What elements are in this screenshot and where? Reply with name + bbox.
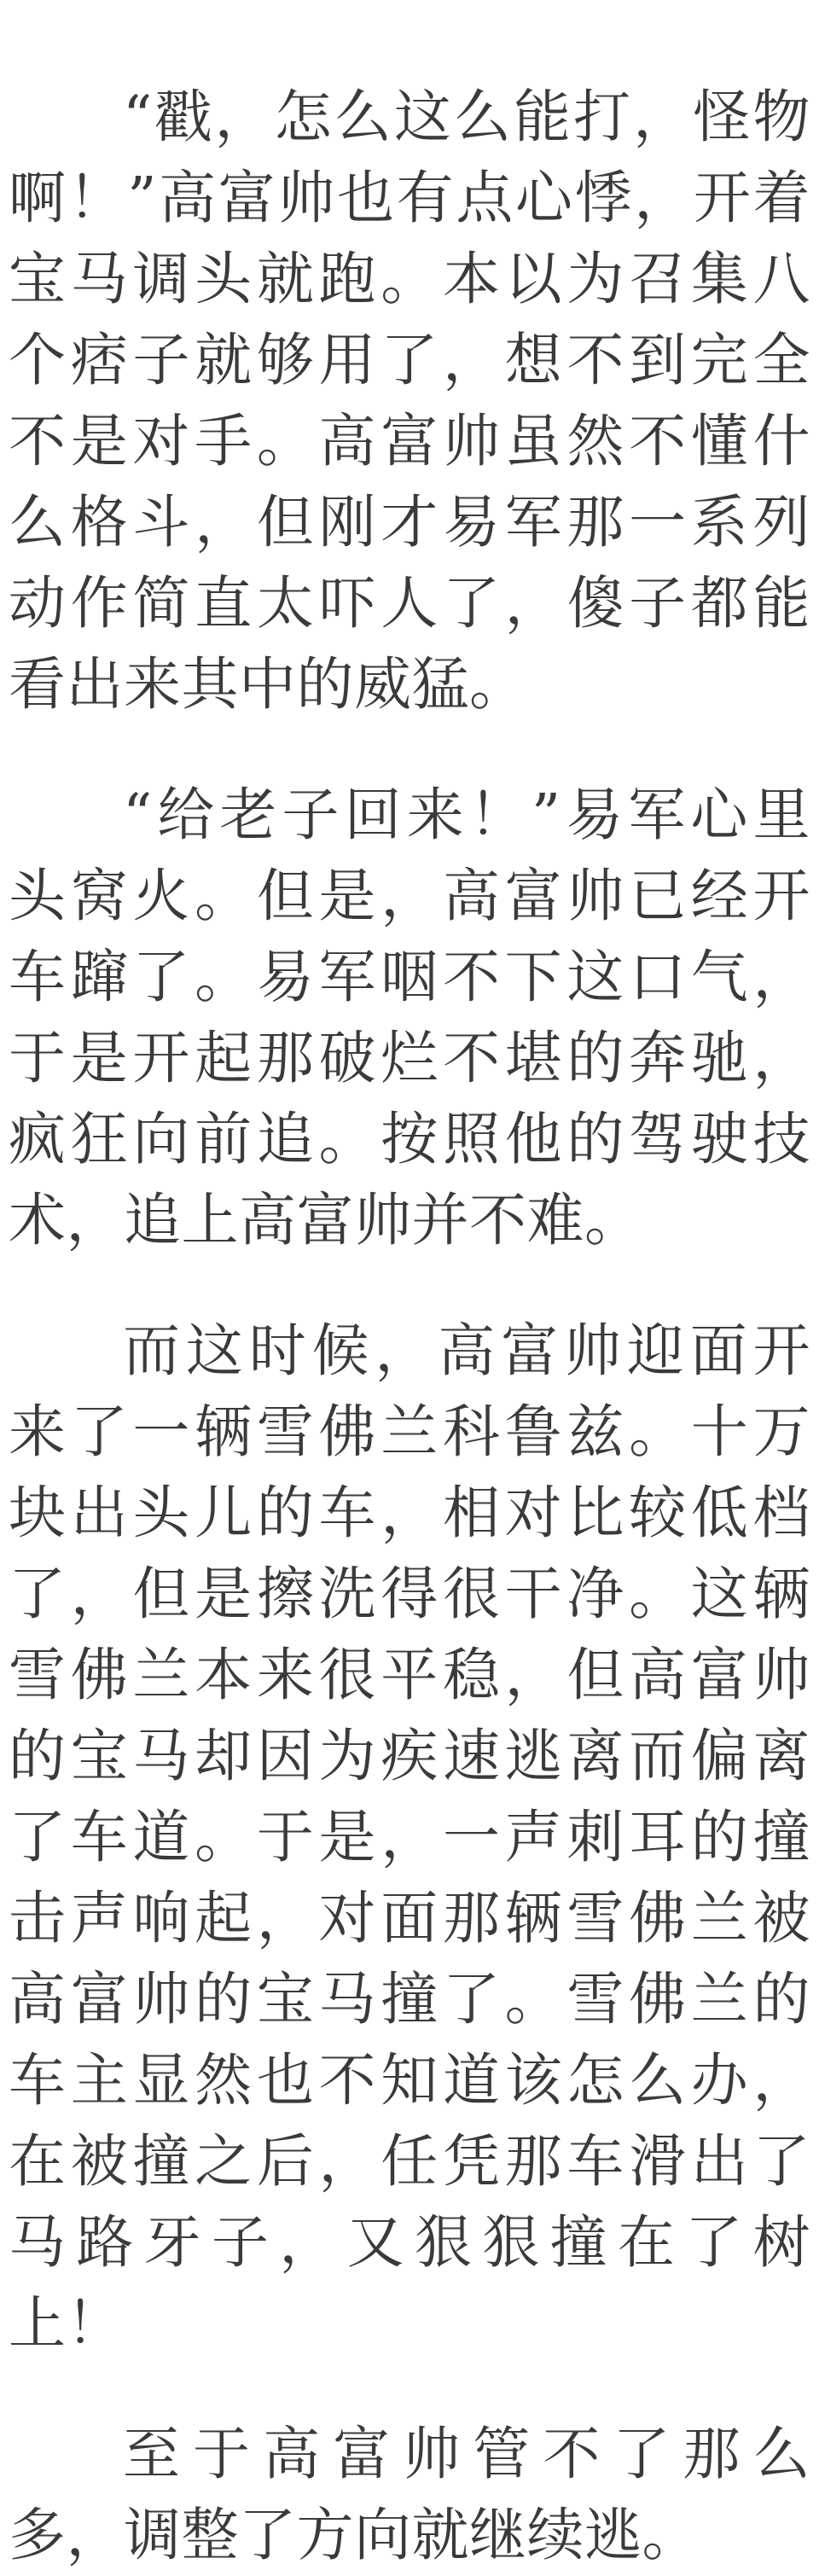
novel-text [9, 77, 810, 2576]
paragraph: 而这时候，高富帅迎面开来了一辆雪佛兰科鲁兹。十万块出头儿的车，相对比较低档了，但是擦洗得很干净。这辆雪佛兰本来很平稳，但高富帅的宝马却因为疾速逃离而偏离了车道。于是，一声刺耳的撞击声响起，对面那辆雪佛兰被高富帅的宝马撞了。雪佛兰的车主显然也不知道该怎么办，在被撞之后，任凭那车滑出了马路牙子，又狠狠撞在了树上！ [9, 1317, 810, 2357]
paragraph: “戳，怎么这么能打，怪物啊！”高富帅也有点心悸，开着宝马调头就跑。本以为召集八个痞子就够用了，想不到完全不是对手。高富帅虽然不懂什么格斗，但刚才易军那一系列动作简直太吓人了，傻子都能看出来其中的威猛。 [9, 84, 810, 718]
paragraph: “给老子回来！”易军心里头窝火。但是，高富帅已经开车蹿了。易军咽不下这口气，于是开起那破烂不堪的奔驰，疯狂向前追。按照他的驾驶技术，追上高富帅并不难。 [9, 782, 810, 1253]
paragraph: 至于高富帅管不了那么多，调整了方向就继续逃。 [9, 2421, 810, 2568]
